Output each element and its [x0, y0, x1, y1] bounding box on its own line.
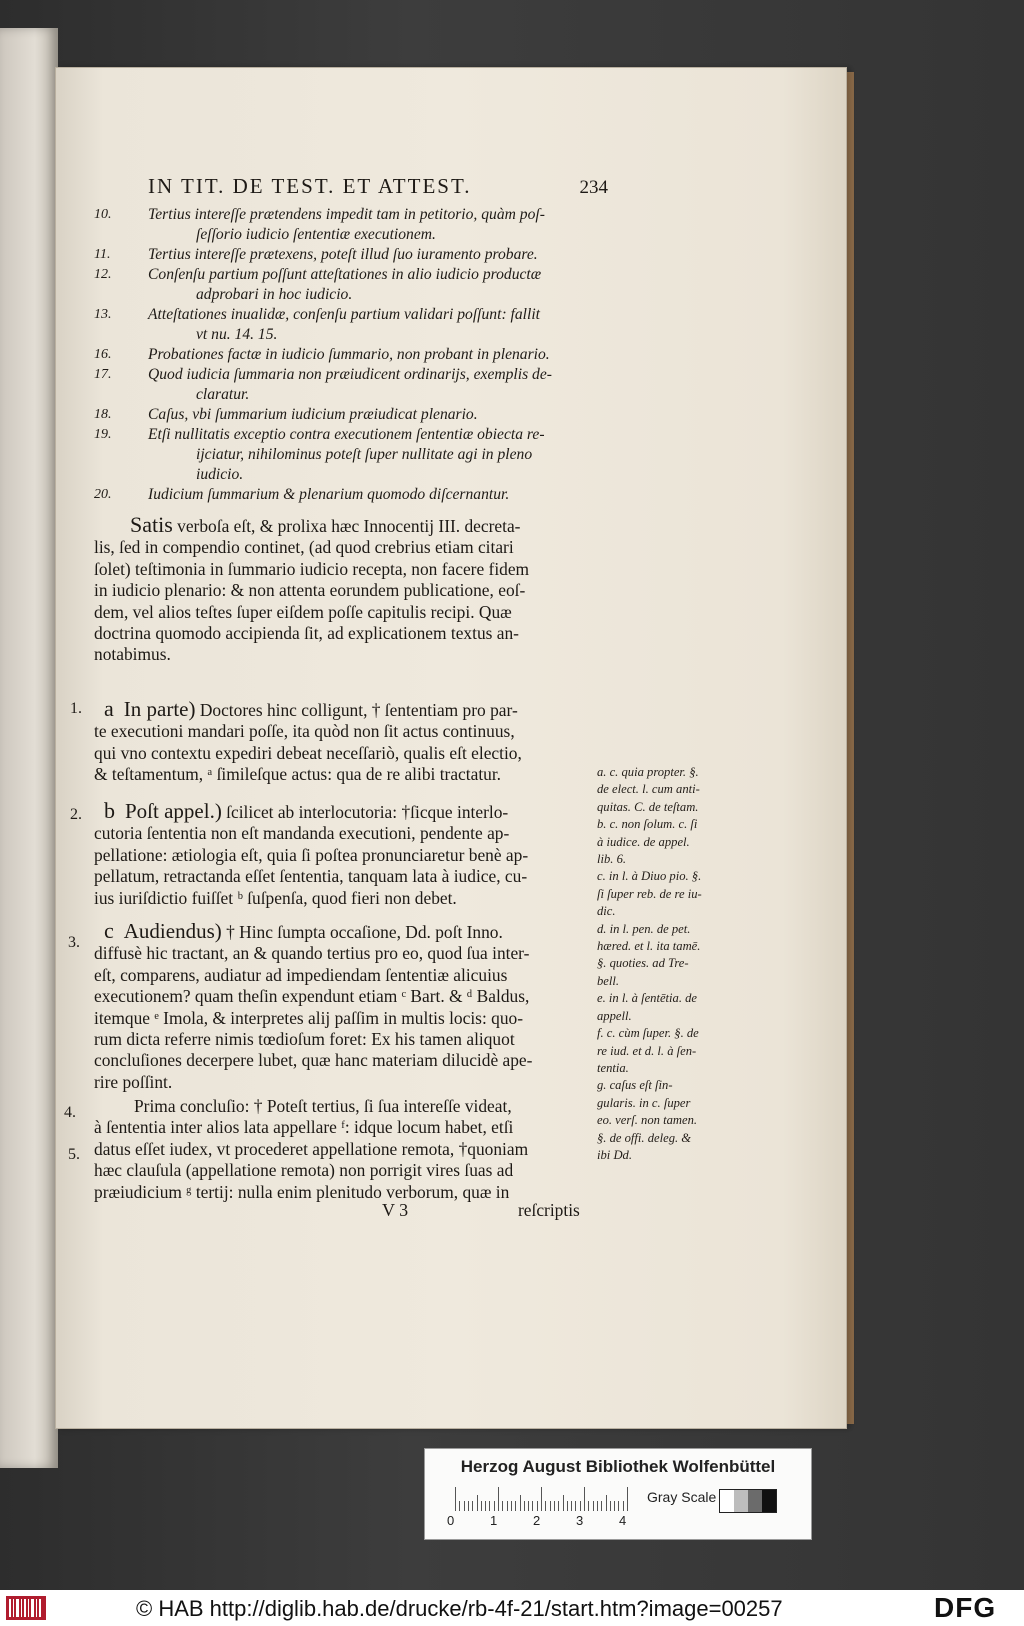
summary-line: iudicio. [196, 466, 244, 483]
summary-line: Atteſtationes inualidæ, conſenſu partium validari poſſunt: fallit [148, 306, 540, 323]
summary-item [94, 485, 604, 505]
ruler-tick [532, 1501, 533, 1511]
summary-line: ſeſſorio iudicio ſententiæ executionem. [196, 226, 436, 243]
summary-text [148, 425, 604, 485]
gray-scale-label: Gray Scale [647, 1489, 717, 1505]
ruler-tick [575, 1501, 576, 1511]
margin-note: e. in l. à ſentētia. de [597, 991, 698, 1006]
summary-line: Iudicium ſummarium & plenarium quomodo diſcernantur. [148, 486, 510, 503]
gray-swatch [762, 1490, 776, 1512]
footer-bar [0, 1590, 1024, 1626]
running-head-title: IN TIT. DE TEST. ET ATTEST. [148, 174, 472, 198]
margin-note: §. quoties. ad Tre- [597, 956, 689, 971]
summary-item [94, 265, 604, 305]
ruler-tick [550, 1501, 551, 1511]
gloss-line: te executioni mandari poſſe, ita quòd non ſit actus continuus, [94, 721, 515, 742]
margin-note: à iudice. de appel. [597, 834, 690, 849]
margin-note: bell. [597, 973, 620, 988]
library-name: Herzog August Bibliothek Wolfenbüttel [460, 1457, 776, 1476]
ruler-number: 3 [576, 1513, 584, 1528]
marginal-number: 2. [70, 806, 82, 823]
margin-note: c. in l. à Diuo pio. §. [597, 869, 702, 884]
summary-item [94, 205, 604, 245]
gloss-lemma: Audiendus) [123, 919, 222, 943]
margin-note: d. in l. pen. de pet. [597, 921, 691, 936]
ruler-number: 2 [533, 1513, 541, 1528]
ruler-tick [601, 1501, 602, 1511]
gloss-letter: b [104, 798, 115, 823]
marginal-number: 3. [68, 934, 80, 951]
intro-line: verboſa eſt, & prolixa hæc Innocentij III. decreta- [172, 516, 521, 536]
summary-number: 13. [94, 307, 112, 322]
ruler-tick [528, 1501, 529, 1511]
conclusio-line: datus eſſet iudex, vt procederet appellatione remota, †quoniam [94, 1138, 529, 1159]
gloss-line: ſcilicet ab interlocutoria: †ſicque interlo- [221, 802, 509, 822]
margin-note: g. caſus eſt ſin- [597, 1078, 673, 1093]
conclusio-line: præiudicium ᵍ tertij: nulla enim plenitudo verborum, quæ in [94, 1181, 510, 1202]
summary-line: Tertius intereſſe prætendens impedit tam in petitorio, quàm poſ- [148, 206, 545, 223]
ruler-tick [558, 1501, 559, 1511]
summary-line: claratur. [196, 386, 250, 403]
summary-item [94, 365, 604, 405]
ruler-tick [485, 1501, 486, 1511]
ruler-tick [464, 1501, 465, 1511]
summary-line: Caſus, vbi ſummarium iudicium præiudicat plenario. [148, 406, 478, 423]
conclusio-paragraph [94, 1096, 528, 1203]
margin-note: dic. [597, 904, 616, 919]
facing-page-edge [0, 28, 58, 1468]
summary-line: Quod iudicia ſummaria non præiudicent ordinarijs, exemplis de- [148, 366, 552, 383]
ruler-tick [627, 1487, 628, 1511]
ruler-tick [614, 1501, 615, 1511]
ruler-tick [498, 1487, 499, 1511]
margin-note: ibi Dd. [597, 1147, 632, 1162]
summary-list [94, 205, 604, 505]
signature-mark: V 3 [382, 1200, 409, 1220]
ruler-tick [593, 1501, 594, 1511]
ruler-tick [563, 1495, 564, 1511]
gloss-line: pellatum, retractanda eſſet ſententia, tanquam lata à iudice, cu- [94, 866, 528, 887]
margin-note: tentia. [597, 1060, 629, 1075]
margin-note: ſi ſuper reb. de re iu- [597, 886, 702, 901]
summary-line: adprobari in hoc iudicio. [196, 286, 353, 303]
gloss-line: diffusè hic tractant, an & quando tertius pro eo, quod ſua inter- [94, 943, 530, 964]
gloss-c [94, 920, 532, 1093]
ruler-tick [597, 1501, 598, 1511]
intro-line: lis, ſed in compendio continet, (ad quod crebrius etiam citari [94, 537, 514, 558]
summary-number: 10. [94, 207, 112, 222]
ruler-tick [588, 1501, 589, 1511]
gloss-line: ius iuriſdictio fuiſſet ᵇ ſuſpenſa, quod fieri non debet. [94, 887, 457, 908]
summary-text [148, 205, 604, 245]
marginal-number: 5. [68, 1146, 80, 1163]
gloss-line: concluſiones decerpere lubet, quæ hanc materiam dilucidè ape- [94, 1050, 533, 1071]
summary-text [148, 265, 604, 305]
summary-number: 17. [94, 367, 112, 382]
margin-note: de elect. l. cum anti- [597, 782, 700, 797]
copyright-link[interactable]: © HAB http://diglib.hab.de/drucke/rb-4f-21/start.htm?image=00257 [136, 1596, 783, 1621]
ruler-tick [455, 1487, 456, 1511]
ruler-tick [468, 1501, 469, 1511]
summary-text [148, 405, 604, 425]
margin-note: b. c. non ſolum. c. ſi [597, 817, 698, 832]
gray-swatch [748, 1490, 762, 1512]
summary-text [148, 245, 604, 265]
summary-number: 18. [94, 407, 112, 422]
ruler-tick [489, 1501, 490, 1511]
ruler-tick [502, 1501, 503, 1511]
gloss-a [94, 698, 522, 786]
ruler-tick [507, 1501, 508, 1511]
summary-item [94, 405, 604, 425]
summary-line: Probationes factæ in iudicio ſummario, non probant in plenario. [148, 346, 550, 363]
summary-number: 16. [94, 347, 112, 362]
margin-note: a. c. quia propter. §. [597, 765, 699, 779]
margin-note: f. c. cùm ſuper. §. de [597, 1026, 699, 1041]
gray-scale-bar [719, 1489, 777, 1513]
marginal-number: 4. [64, 1104, 76, 1121]
ruler-tick [584, 1487, 585, 1511]
conclusio-line: hæc clauſula (appellatione remota) non porrigit vires ſuas ad [94, 1160, 514, 1181]
intro-line: dem, vel alios teſtes ſuper eiſdem poſſe capitulis recipi. Quæ [94, 601, 512, 622]
gloss-line: rum dicta referre nimis tœdioſum foret: Ex his tamen aliquot [94, 1029, 515, 1050]
intro-line: ſolet) teſtimonia in ſummario iudicio recepta, non facere fidem [94, 558, 530, 579]
dfg-logo: DFG [934, 1592, 997, 1623]
intro-paragraph [94, 512, 530, 666]
ruler-tick [618, 1501, 619, 1511]
summary-number: 19. [94, 427, 112, 442]
ruler-tick [459, 1501, 460, 1511]
intro-line: in iudicio plenario: & non attenta eorundem publicatione, eoſ- [94, 580, 526, 601]
library-color-card [424, 1448, 812, 1540]
ruler-tick [537, 1501, 538, 1511]
summary-line: Tertius intereſſe prætexens, poteſt illud ſuo iuramento probare. [148, 246, 538, 263]
summary-number: 11. [94, 247, 111, 262]
ruler-tick [541, 1487, 542, 1511]
ruler-number: 0 [447, 1513, 455, 1528]
summary-line: Conſenſu partium poſſunt atteſtationes in alio iudicio productæ [148, 266, 542, 283]
intro-lead-word: Satis [130, 512, 173, 537]
summary-line: ijciatur, nihilominus poteſt ſuper nullitate agi in pleno [196, 446, 533, 463]
marginal-number: 1. [70, 700, 82, 717]
gloss-line: executionem? quam theſin expendunt etiam ᶜ Bart. & ᵈ Baldus, [94, 986, 530, 1007]
gloss-letter: c [104, 918, 114, 943]
ruler-tick [580, 1501, 581, 1511]
gray-swatch [734, 1490, 748, 1512]
ruler-tick [524, 1501, 525, 1511]
ruler-tick [567, 1501, 568, 1511]
gloss-line: & teſtamentum, ᵃ ſimileſque actus: qua de re alibi tractatur. [94, 764, 502, 785]
catchword: reſcriptis [518, 1200, 580, 1220]
summary-text [148, 305, 604, 345]
summary-item [94, 245, 604, 265]
ruler-tick [571, 1501, 572, 1511]
summary-text [148, 345, 604, 365]
ruler-tick [520, 1495, 521, 1511]
gloss-b [94, 800, 528, 909]
gloss-line: rire poſſint. [94, 1071, 173, 1092]
summary-item [94, 305, 604, 345]
gloss-line: pellatione: ætiologia eſt, quia ſi poſtea pronunciaretur benè ap- [94, 844, 529, 865]
ruler-number: 1 [490, 1513, 498, 1528]
ruler-tick [606, 1495, 607, 1511]
gloss-line: qui vno contextu expediri debeat neceſſariò, qualis eſt electio, [94, 742, 522, 763]
conclusio-line: Prima concluſio: † Poteſt tertius, ſi ſua intereſſe videat, [134, 1096, 512, 1116]
gloss-line: cutoria ſententia non eſt mandanda executioni, pendente ap- [94, 823, 510, 844]
gloss-line: itemque ᵉ Imola, & interpretes alij paſſim in multis locis: quo- [94, 1007, 524, 1028]
intro-line: doctrina quomodo accipienda ſit, ad explicationem textus an- [94, 623, 519, 644]
summary-line: vt nu. 14. 15. [196, 326, 278, 343]
barcode-icon [6, 1596, 46, 1620]
conclusio-line: à ſententia inter alios lata appellare ᶠ: idque locum habet, etſi [94, 1117, 514, 1138]
ruler-scale [455, 1487, 631, 1511]
running-head [148, 174, 608, 199]
margin-note: quitas. C. de teſtam. [597, 799, 699, 814]
margin-note: hæred. et l. ita tamē. [597, 939, 701, 954]
ruler-tick [481, 1501, 482, 1511]
margin-note: eo. verſ. non tamen. [597, 1113, 698, 1128]
intro-line: notabimus. [94, 644, 171, 665]
margin-note: §. de offi. deleg. & [597, 1130, 692, 1145]
folio-number: 234 [579, 177, 608, 198]
margin-notes [597, 764, 725, 1164]
ruler-tick [515, 1501, 516, 1511]
gloss-letter: a [104, 696, 114, 721]
margin-note: appell. [597, 1008, 632, 1023]
summary-item [94, 345, 604, 365]
summary-item [94, 425, 604, 485]
ruler-tick [477, 1495, 478, 1511]
gloss-line: Doctores hinc colligunt, † ſententiam pro par- [195, 700, 518, 720]
ruler-tick [610, 1501, 611, 1511]
ruler-number: 4 [619, 1513, 627, 1528]
ruler-numbers [447, 1513, 647, 1531]
ruler-tick [472, 1501, 473, 1511]
summary-text [148, 485, 604, 505]
margin-note: re iud. et d. l. à ſen- [597, 1043, 697, 1058]
gloss-lemma: Poſt appel.) [125, 799, 222, 823]
gray-swatch [720, 1490, 734, 1512]
ruler-tick [511, 1501, 512, 1511]
gloss-line: † Hinc ſumpta occaſione, Dd. poſt Inno. [221, 922, 503, 942]
ruler-tick [554, 1501, 555, 1511]
gloss-line: eſt, comparens, audiatur ad impediendam ſententiæ alicuius [94, 964, 508, 985]
summary-line: Etſi nullitatis exceptio contra executionem ſententiæ obiecta re- [148, 426, 545, 443]
ruler-tick [545, 1501, 546, 1511]
ruler-tick [494, 1501, 495, 1511]
margin-note: gularis. in c. ſuper [597, 1095, 691, 1110]
summary-number: 20. [94, 487, 112, 502]
ruler-tick [623, 1501, 624, 1511]
gloss-lemma: In parte) [123, 697, 196, 721]
summary-text [148, 365, 604, 405]
margin-note: lib. 6. [597, 852, 627, 867]
summary-number: 12. [94, 267, 112, 282]
